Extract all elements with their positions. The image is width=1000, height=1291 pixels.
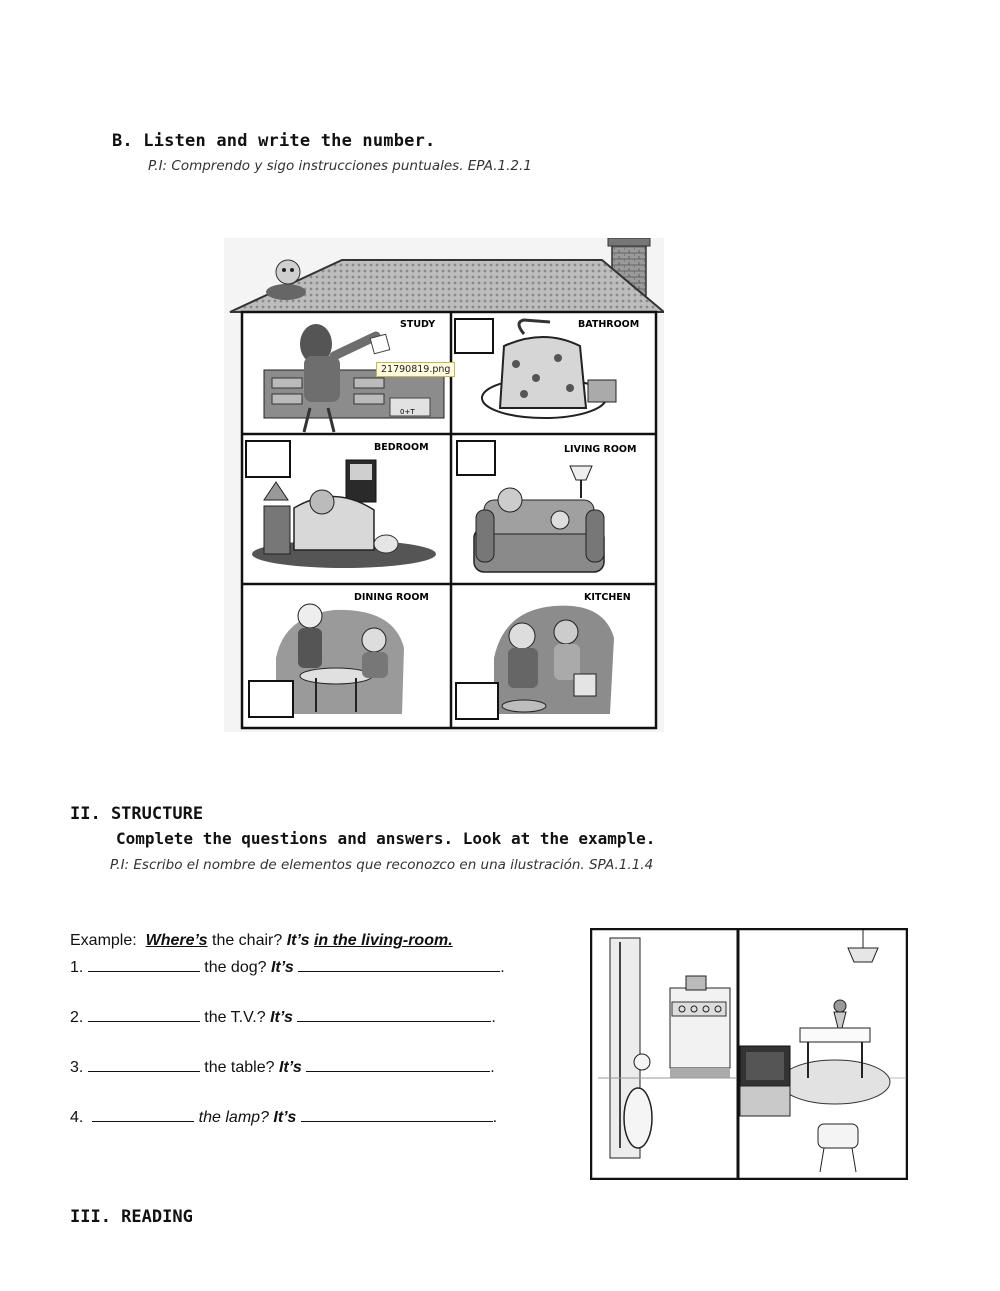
- section-b-pi: P.I: Comprendo y sigo instrucciones puntuales. EPA.1.2.1: [148, 158, 532, 174]
- question-1-text: the dog?: [199, 959, 271, 976]
- example-answer: in the living-room.: [313, 932, 453, 949]
- structure-pi: P.I: Escribo el nombre de elementos que reconozco en una ilustración. SPA.1.1.4: [110, 857, 654, 873]
- example-middle: the chair?: [207, 932, 287, 949]
- study-note: 0+T: [400, 408, 415, 416]
- question-3-blank-where[interactable]: [88, 1057, 200, 1072]
- example-its: It’s: [286, 932, 310, 949]
- answer-box-bathroom[interactable]: [454, 318, 494, 354]
- question-4: 4. the lamp? It’s .: [70, 1109, 498, 1126]
- answer-box-living-room[interactable]: [456, 440, 496, 476]
- question-2-text: the T.V.?: [199, 1009, 271, 1026]
- room-label-dining-room: DINING ROOM: [354, 592, 429, 603]
- answer-box-kitchen[interactable]: [455, 682, 499, 720]
- example-line: [70, 932, 453, 950]
- question-2-num: 2.: [70, 1009, 88, 1026]
- question-4-num: 4.: [70, 1109, 93, 1126]
- answer-box-dining-room[interactable]: [248, 680, 294, 718]
- room-label-bathroom: BATHROOM: [578, 319, 640, 330]
- structure-instruction: Complete the questions and answers. Look at the example.: [116, 829, 656, 848]
- question-4-blank-where[interactable]: [92, 1107, 194, 1122]
- question-4-its: It’s: [273, 1109, 297, 1126]
- image-tooltip: 21790819.png: [376, 362, 455, 377]
- question-4-blank-answer[interactable]: [301, 1107, 493, 1122]
- example-prefix: Example:: [70, 932, 146, 949]
- question-2-blank-answer[interactable]: [297, 1007, 491, 1022]
- question-2-blank-where[interactable]: [88, 1007, 200, 1022]
- question-3: 3. the table? It’s .: [70, 1059, 495, 1076]
- question-3-blank-answer[interactable]: [306, 1057, 490, 1072]
- room-label-study: STUDY: [400, 319, 436, 330]
- room-label-living-room: LIVING ROOM: [564, 444, 637, 455]
- question-1-its: It’s: [270, 959, 294, 976]
- section-b-title: B. Listen and write the number.: [112, 131, 436, 151]
- question-4-text: the lamp?: [194, 1109, 274, 1126]
- question-1-blank-where[interactable]: [88, 957, 200, 972]
- question-3-its: It’s: [278, 1059, 302, 1076]
- room-label-kitchen: KITCHEN: [584, 592, 631, 603]
- question-3-num: 3.: [70, 1059, 88, 1076]
- reading-heading: III. READING: [70, 1207, 193, 1227]
- question-1-blank-answer[interactable]: [298, 957, 500, 972]
- answer-box-bedroom[interactable]: [245, 440, 291, 478]
- example-where: Where’s: [145, 932, 208, 949]
- question-1: 1. the dog? It’s .: [70, 959, 505, 976]
- house-interior-illustration: [590, 928, 908, 1180]
- question-1-num: 1.: [70, 959, 88, 976]
- structure-heading: II. STRUCTURE: [70, 804, 204, 824]
- house-illustration: [224, 238, 664, 732]
- question-3-text: the table?: [199, 1059, 279, 1076]
- question-2-its: It’s: [270, 1009, 293, 1026]
- room-label-bedroom: BEDROOM: [374, 442, 429, 453]
- question-2: 2. the T.V.? It’s .: [70, 1009, 496, 1026]
